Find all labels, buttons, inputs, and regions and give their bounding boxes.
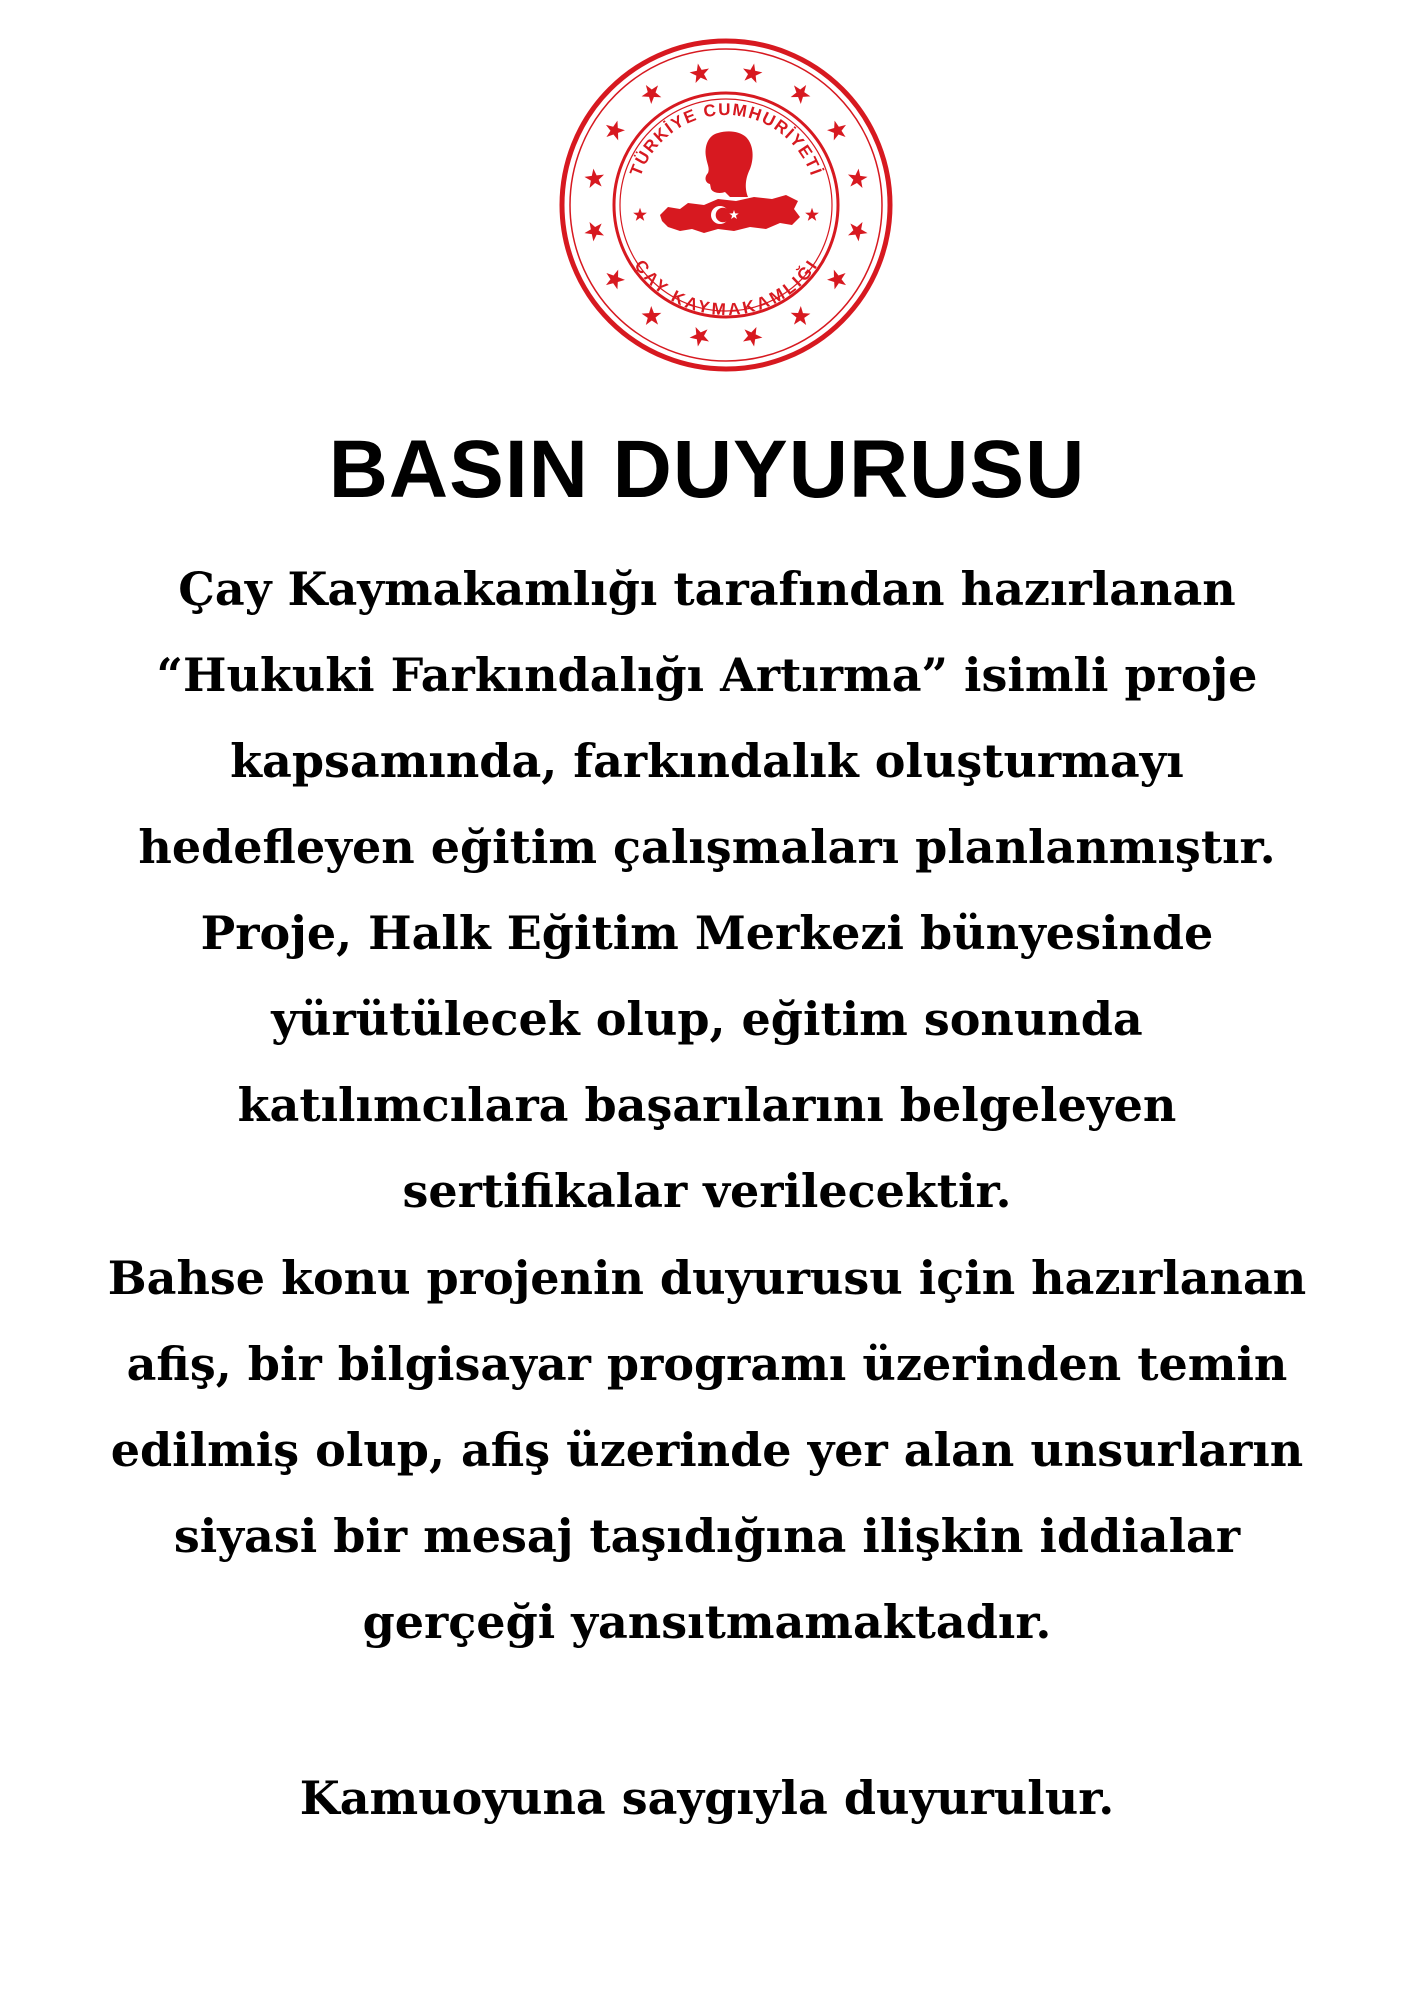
announcement-paragraph-1: [0, 546, 1414, 1234]
ataturk-silhouette-icon: [706, 131, 753, 197]
paragraph-line: Proje, Halk Eğitim Merkezi bünyesinde: [200, 906, 1214, 960]
closing-statement: Kamuoyuna saygıyla duyurulur.: [299, 1771, 1115, 1825]
seal-star-icon: [825, 267, 852, 294]
paragraph-line: gerçeği yansıtmamaktadır.: [362, 1595, 1052, 1649]
seal-star-icon: [847, 220, 869, 243]
page-title: BASIN DUYURUSU: [328, 424, 1086, 515]
seal-top-text: TÜRKİYE CUMHURİYETİ: [626, 99, 826, 179]
svg-text:ÇAY KAYMAKAMLIĞI: [631, 256, 822, 319]
seal-star-icon: [788, 304, 815, 331]
seal-star-icon: [638, 80, 665, 107]
paragraph-line: katılımcılara başarılarını belgeleyen: [237, 1078, 1177, 1132]
paragraph-line: “Hukuki Farkındalığı Artırma” isimli proje: [156, 648, 1258, 702]
seal-star-icon: [688, 326, 711, 348]
seal-star-icon: [788, 79, 815, 106]
seal-star-icon: [688, 62, 711, 84]
paragraph-line: siyasi bir mesaj taşıdığına ilişkin iddialar: [173, 1509, 1241, 1563]
paragraph-line: sertifikalar verilecektir.: [402, 1164, 1012, 1218]
paragraph-line: edilmiş olup, afiş üzerinde yer alan unsurların: [110, 1423, 1304, 1477]
announcement-paragraph-2: [0, 1235, 1414, 1665]
cay-kaymakamligi-seal-logo: [558, 37, 894, 373]
seal-star-icon: [825, 117, 852, 144]
paragraph-line: kapsamında, farkındalık oluşturmayı: [230, 734, 1184, 788]
seal-star-icon: [741, 326, 764, 348]
seal-star-icon: [601, 267, 628, 294]
paragraph-line: Çay Kaymakamlığı tarafından hazırlanan: [178, 562, 1236, 616]
seal-star-icon: [583, 167, 605, 190]
seal-star-icon: [847, 167, 869, 190]
paragraph-line: hedefleyen eğitim çalışmaları planlanmıştır.: [138, 820, 1276, 874]
turkey-map-icon: [660, 195, 800, 233]
seal-star-icon: [600, 117, 627, 144]
seal-star-icon: [638, 304, 665, 331]
seal-bottom-text: ÇAY KAYMAKAMLIĞI: [630, 256, 822, 320]
paragraph-line: yürütülecek olup, eğitim sonunda: [271, 992, 1143, 1046]
paragraph-line: afiş, bir bilgisayar programı üzerinden temin: [126, 1337, 1288, 1391]
paragraph-line: Bahse konu projenin duyurusu için hazırlanan: [107, 1251, 1307, 1305]
seal-star-icon: [741, 62, 764, 84]
seal-star-icon: [583, 220, 605, 243]
